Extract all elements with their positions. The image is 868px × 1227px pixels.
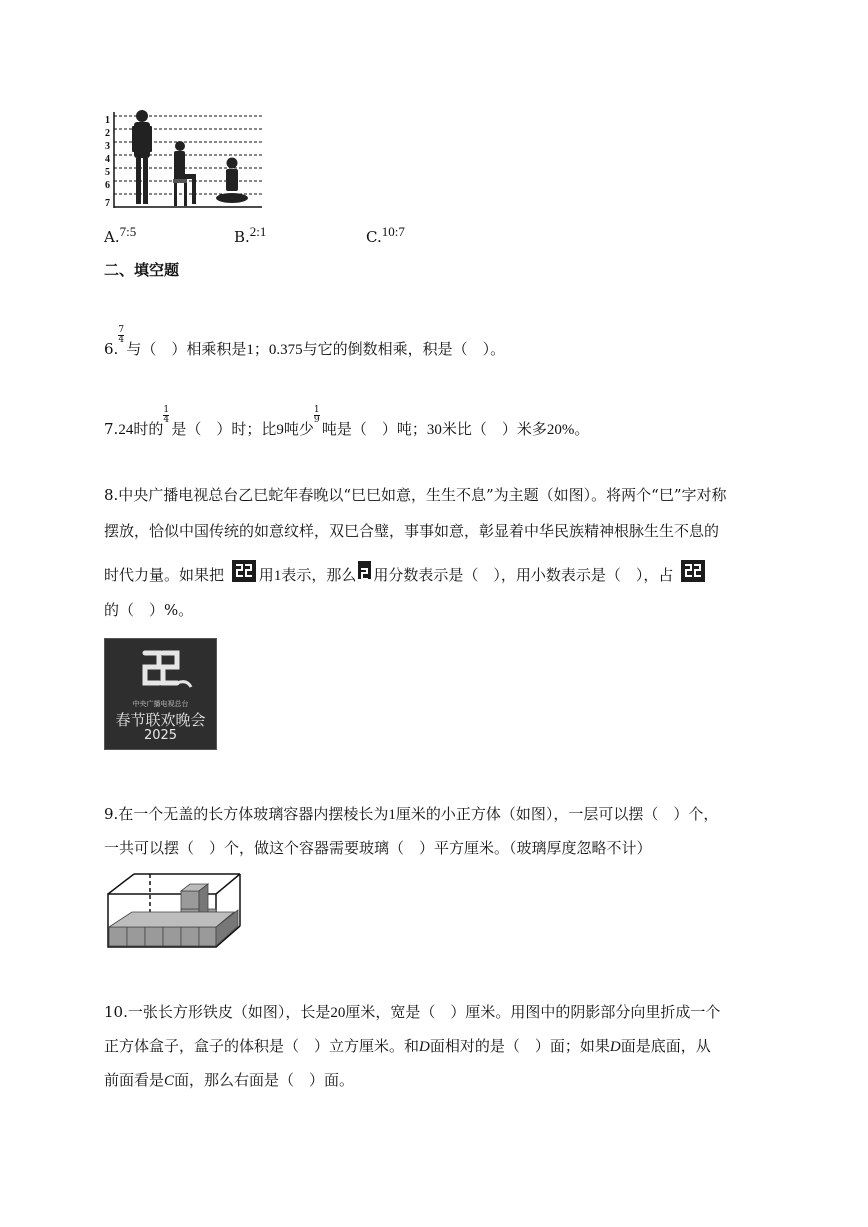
question-6: 6. $\frac{7}{4}$ 与（ ）相乘积是1；0.375与它的倒数相乘，积是（ ）。 <box>104 325 506 358</box>
scale-label: 6 <box>105 180 110 191</box>
question-10-line3: 前面看是C面，那么右面是（ ）面。 <box>104 1071 355 1089</box>
double-si-icon <box>681 560 705 582</box>
double-si-icon <box>232 560 256 582</box>
sitting-person-icon <box>173 141 196 206</box>
scale-label: 3 <box>105 141 110 152</box>
question-9-line2: 一共可以摆（ ）个，做这个容器需要玻璃（ ）平方厘米。（玻璃厚度忽略不计） <box>104 839 652 857</box>
logo-main-text: 春节联欢晚会 <box>115 711 206 729</box>
question-9-line1: 9.在一个无盖的长方体玻璃容器内摆棱长为1厘米的小正方体（如图），一层可以摆（ ）个， <box>104 805 719 823</box>
spring-gala-logo-image <box>104 638 217 750</box>
question-8-line1: 8.中央广播电视总台乙巳蛇年春晚以“巳巳如意，生生不息”为主题（如图）。将两个“巳”字对称 <box>104 486 727 504</box>
fraction-1-9: $\frac{1}{9}$ <box>313 405 320 425</box>
scale-label: 2 <box>105 128 110 139</box>
height-figure <box>104 108 264 210</box>
scale-label: 5 <box>105 167 110 178</box>
logo-year-text: 2025 <box>143 728 178 743</box>
question-10-line1: 10.一张长方形铁皮（如图），长是20厘米，宽是（ ）厘米。用图中的阴影部分向里折成一个 <box>104 1003 721 1021</box>
glass-container-figure <box>104 872 244 950</box>
option-a[interactable]: A.$^{7:5}$ <box>104 224 137 246</box>
logo-small-text: 中央广播电视总台 <box>132 700 189 708</box>
single-si-icon <box>358 561 371 579</box>
scale-label: 4 <box>105 154 110 165</box>
question-10-line2: 正方体盒子，盒子的体积是（ ）立方厘米。和D面相对的是（ ）面；如果D面是底面，从 <box>104 1037 711 1055</box>
double-si-logo-icon <box>105 639 216 703</box>
scale-label: 1 <box>105 115 110 126</box>
section-title: 二、填空题 <box>104 261 180 279</box>
question-8-line2: 摆放，恰似中国传统的如意纹样，双巳合璧，事事如意，彰显着中华民族精神根脉生生不息的 <box>104 522 720 540</box>
question-8-line4: 的（ ）%。 <box>104 601 194 619</box>
fraction-1-4: $\frac{1}{4}$ <box>163 405 170 425</box>
question-8-line3: 时代力量。如果把 用1表示，那么 用分数表示是（ ），用小数表示是（ ），占 <box>104 558 705 593</box>
question-7: 7.24时的 $\frac{1}{4}$ 是（ ）时；比9吨少 $\frac{1}{9}$ 吨是（ ）吨；30米比（ ）米多20%。 <box>104 405 590 438</box>
scale-label: 7 <box>105 198 110 209</box>
fraction-7-4: $\frac{7}{4}$ <box>118 325 125 345</box>
cross-legged-person-icon <box>216 158 248 204</box>
option-b[interactable]: B.$^{2:1}$ <box>234 224 267 246</box>
height-figure-svg <box>104 108 264 210</box>
option-c[interactable]: C.$^{10:7}$ <box>366 224 405 246</box>
standing-person-icon <box>132 110 152 204</box>
